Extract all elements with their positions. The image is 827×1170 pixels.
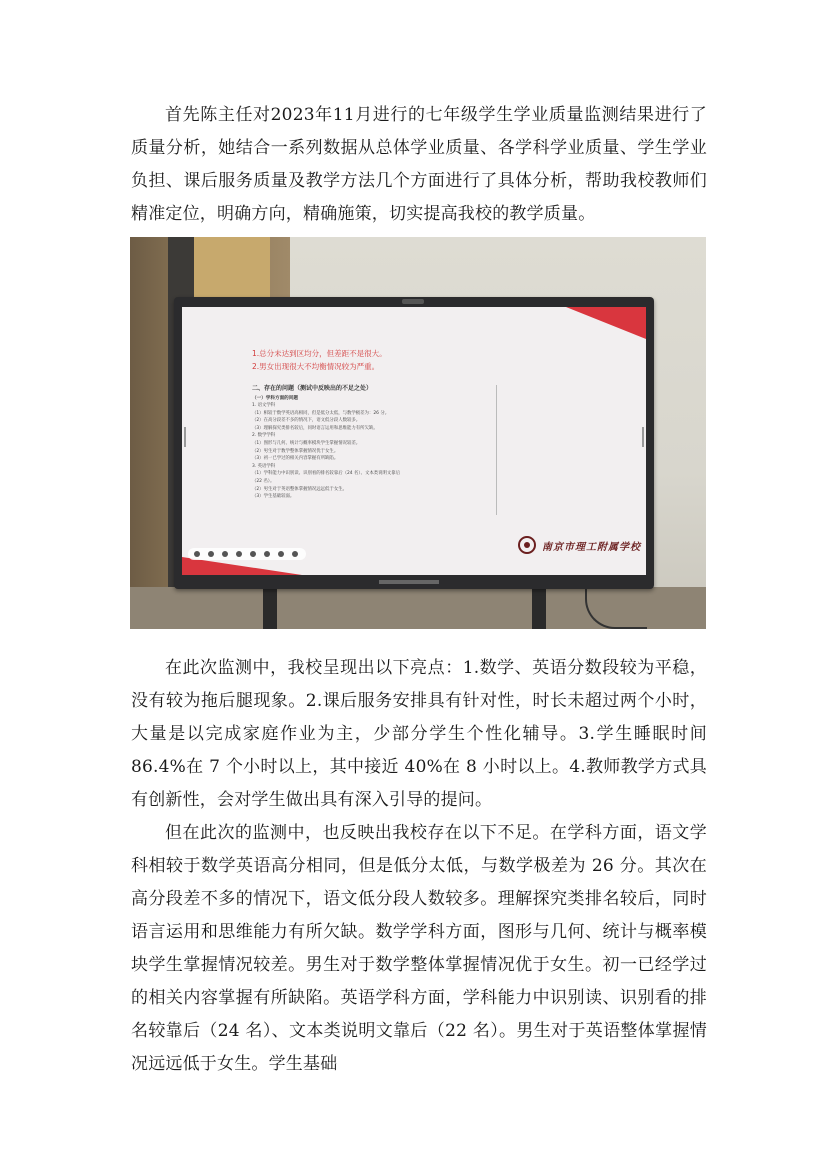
toolbar-menu-icon: [194, 551, 200, 557]
school-seal-icon: [518, 536, 536, 554]
toolbar-eraser-icon: [236, 551, 242, 557]
slide-line: （1）图形与几何、统计与概率模块学生掌握情况较差。: [252, 440, 361, 446]
paragraph-intro: 首先陈主任对2023年11月进行的七年级学生学业质量监测结果进行了质量分析，她结合一系列数据从总体学业质量、各学科学业质量、学生学业负担、课后服务质量及教学方法几个方面进行了具体分析，帮助我校教师们精准定位，明确方向，精确施策，切实提高我校的教学质量。: [131, 105, 707, 224]
slide-line: （2）男生对于数学整体掌握情况优于女生。: [252, 448, 339, 454]
display-brand-strip: [379, 580, 439, 584]
slide-heading: 二、存在的问题（测试中反映出的不足之处）: [252, 385, 373, 392]
toolbar-collapse-icon: [292, 551, 298, 557]
slide-divider: [496, 385, 497, 515]
display-camera: [402, 299, 424, 304]
slide-content: [252, 347, 572, 501]
slide-line: （2）男生对于英语整体掌握情况远远低于女生。: [252, 486, 347, 492]
photo-stand-left: [263, 582, 277, 629]
toolbar-pen-icon: [222, 551, 228, 557]
screen-toolbar: [188, 548, 306, 560]
photo-stand-right: [532, 582, 546, 629]
slide-line: 3. 英语学科: [252, 463, 276, 469]
slide-line: （3）理解探究类排名较后，同时语言运用和思维能力有所欠缺。: [252, 425, 378, 431]
slide-line: 2. 数学学科: [252, 433, 276, 439]
slide-subheading: （一）学科方面的问题: [252, 396, 298, 401]
slide-line: （22 名）。: [252, 478, 275, 484]
toolbar-settings-icon: [208, 551, 214, 557]
slide-line: （1）相较于数学英语高相同，但是低分太低，与数学极差为：26 分。: [252, 410, 390, 416]
school-logo-text: 南京市理工附属学校: [542, 542, 641, 553]
display-bezel: [174, 297, 654, 589]
paragraph-highlights: 在此次监测中，我校呈现出以下亮点：1.数学、英语分数段较为平稳，没有较为拖后腿现象。2.课后服务安排具有针对性，时长未超过两个小时，大量是以完成家庭作业为主，少部分学生个性化辅导。3.学生睡眠时间 86.4%在 7 个小时以上，其中接近 40%在 8 小时以上。4.教师教学方式具有创新性，会对学生做出具有深入引导的提问。: [131, 658, 707, 810]
slide-line: 1. 语文学科: [252, 403, 276, 408]
screen-handle-left: [184, 427, 186, 447]
toolbar-capture-icon: [264, 551, 270, 557]
display-screen: [182, 307, 646, 575]
slide-line: （3）初一已学过的相关内容掌握有所缺陷。: [252, 456, 339, 462]
toolbar-window-icon: [278, 551, 284, 557]
slide-line: （2）在高分段差不多的情况下，语文低分段人数较多。: [252, 418, 361, 424]
slide-line: （1）学科能力中识别读、识别看的排名较靠后（24 名）、文本类说明文靠后: [252, 471, 401, 477]
slide-red-line: 2.男女出现很大不均衡情况较为严重。: [252, 362, 380, 371]
toolbar-select-icon: [250, 551, 256, 557]
school-logo: [518, 535, 641, 557]
paragraph-shortcomings: 但在此次的监测中，也反映出我校存在以下不足。在学科方面，语文学科相较于数学英语高分相同，但是低分太低，与数学极差为 26 分。其次在高分段差不多的情况下，语文低分段人数较多。理解探究类排名较后，同时语言运用和思维能力有所欠缺。数学学科方面，图形与几何、统计与概率模块学生掌握情况较差。男生对于数学整体掌握情况优于女生。初一已经学过的相关内容掌握有所缺陷。英语学科方面，学科能力中识别读、识别看的排名较靠后（24 名）、文本类说明文靠后（22 名）。男生对于英语整体掌握情况远远低于女生。学生基础: [131, 823, 707, 1074]
slide-red-line: 1.总分未达到区均分，但差距不是很大。: [252, 349, 387, 358]
screen-handle-right: [642, 427, 644, 447]
slide-red-corner-top: [566, 307, 646, 339]
meeting-photo: [130, 237, 706, 629]
slide-line: （3）学生基础较弱。: [252, 494, 295, 500]
